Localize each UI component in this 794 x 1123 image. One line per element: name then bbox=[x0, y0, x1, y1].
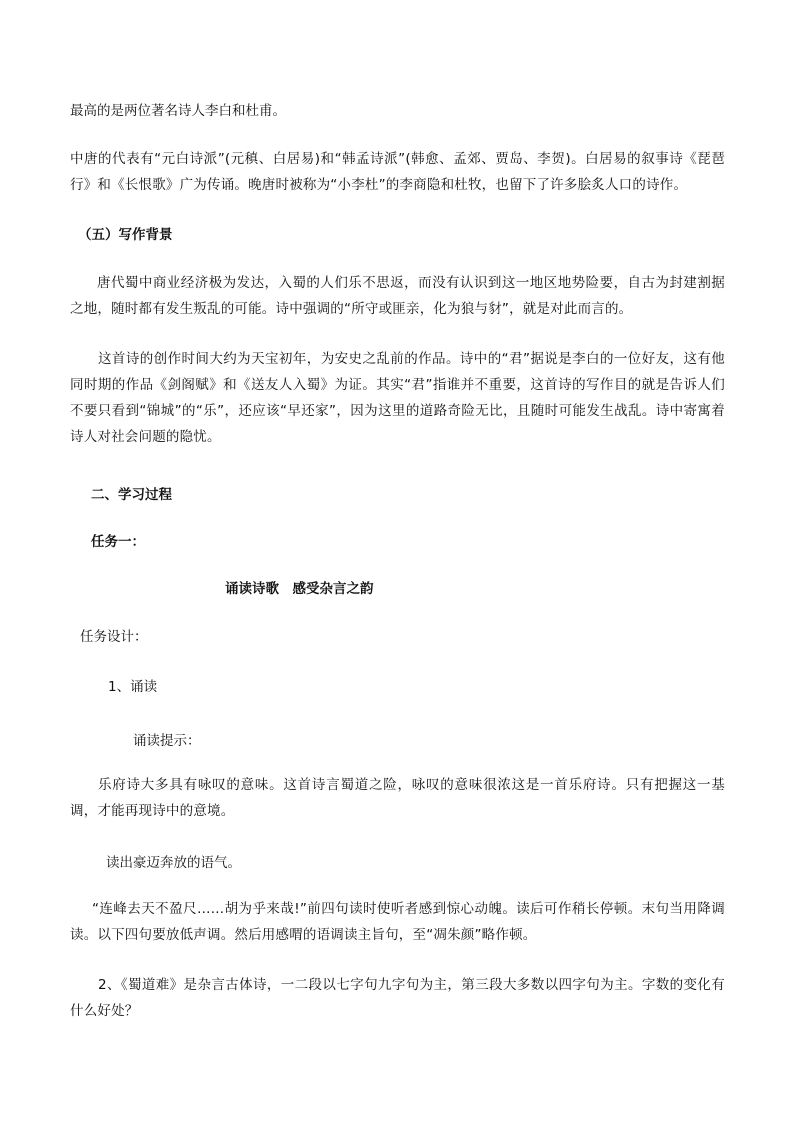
reading-paragraph-2: 读出豪迈奔放的语气。 bbox=[106, 855, 241, 871]
reading-paragraph-1: 乐府诗大多具有咏叹的意味。这首诗言蜀道之险，咏叹的意味很浓这是一首乐府诗。只有把握这一基调，才能再现诗中的意境。 bbox=[70, 777, 725, 819]
task-design-label: 任务设计： bbox=[80, 629, 148, 645]
item-2-paragraph: 2、《蜀道难》是杂言古体诗，一二段以七字句九字句为主，第三段大多数以四字句为主。字数的变化有什么好处？ bbox=[70, 977, 725, 1019]
section-heading-process: 二、学习过程 bbox=[91, 487, 172, 503]
section-heading-background: （五）写作背景 bbox=[78, 227, 173, 243]
mid-tang-paragraph: 中唐的代表有“元白诗派”(元稹、白居易)和“韩孟诗派”(韩愈、孟郊、贾岛、李贺)。白居易的叙事诗《琵琶行》和《长恨歌》广为传诵。晚唐时被称为“小李杜”的李商隐和杜牧，也留下了许多脍炙人口的诗作。 bbox=[70, 151, 725, 193]
intro-end-line: 最高的是两位著名诗人李白和杜甫。 bbox=[70, 103, 286, 119]
reading-tips-label: 诵读提示： bbox=[133, 733, 201, 749]
background-paragraph-1: 唐代蜀中商业经济极为发达，入蜀的人们乐不思返，而没有认识到这一地区地势险要，自古为封建割据之地，随时都有发生叛乱的可能。诗中强调的“所守或匪亲，化为狼与豺”，就是对此而言的。 bbox=[70, 275, 725, 317]
task-heading: 任务一： bbox=[91, 534, 145, 550]
item-1-label: 1、诵读 bbox=[108, 679, 158, 695]
task-title: 诵读诗歌 感受杂言之韵 bbox=[225, 581, 374, 597]
background-paragraph-2: 这首诗的创作时间大约为天宝初年，为安史之乱前的作品。诗中的“君”据说是李白的一位好友，这有他同时期的作品《剑阁赋》和《送友人入蜀》为证。其实“君”指谁并不重要，这首诗的写作目的就是告诉人们不要只看到“锦城”的“乐”，还应该“早还家”，因为这里的道路奇险无比，且随时可能发生战乱。诗中寄寓着诗人对社会问题的隐忧。 bbox=[70, 351, 725, 445]
reading-paragraph-3: “连峰去天不盈尺……胡为乎来哉!”前四句读时使听者感到惊心动魄。读后可作稍长停顿。末句当用降调读。以下四句要放低声调。然后用感喟的语调读主旨句，至“凋朱颜”略作顿。 bbox=[70, 901, 725, 943]
